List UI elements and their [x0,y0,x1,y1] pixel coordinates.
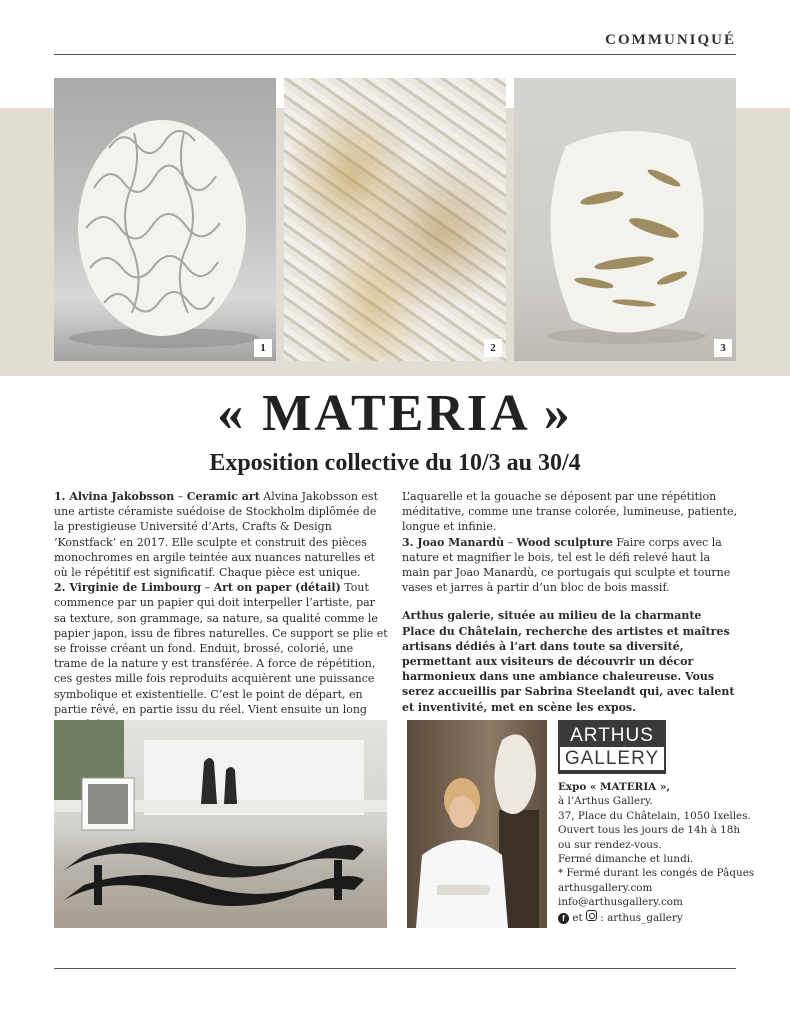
instagram-icon[interactable] [586,910,597,921]
page-subtitle: Exposition collective du 10/3 au 30/4 [209,450,581,476]
section-rubric: COMMUNIQUÉ [605,32,736,48]
photo-gallery-installation [54,720,387,928]
article-column-left [54,489,389,732]
photo-portrait [407,720,547,928]
logo-line-1: ARTHUS [570,724,654,746]
artist-name: 1. Alvina Jakobsson [54,490,175,503]
logo-line-2: GALLERY [560,747,664,770]
address: 37, Place du Châtelain, 1050 Ixelles. [558,809,751,822]
artist-discipline: Ceramic art [186,490,260,503]
social-handles [558,910,748,925]
dash: – [504,535,517,549]
artist-description: Tout commence par un papier qui doit interpeller l’artiste, par sa texture, son grammage, sa nature, sa qualité comme le papier japon, issu de fibres naturelles. Ce support se plie et se froisse créant un fond. Enduit, brossé, colorié, une trame de la nature y est transférée. A force de répétition, ces gestes mille fois reproduits acquièrent une puissance symbolique et existentielle. C’est le point de départ, en partie rêvé, en partie issu du réel. Vient ensuite un long [54,581,388,716]
dash: – [201,581,214,595]
social-handle: : arthus_gallery [600,911,683,924]
social-conjunction: et [572,911,583,924]
email-link[interactable]: info@arthusgallery.com [558,896,683,909]
venue: à l’Arthus Gallery. [558,795,653,808]
artist-name: 2. Virginie de Limbourg [54,581,202,595]
artist-name: 3. Joao Manardù [402,535,505,549]
page-title: « MATERIA » [217,385,573,442]
paragraph-artist-1 [54,489,389,580]
paragraph-artist-2 [54,580,389,732]
easter-closure: * Fermé durant les congés de Pâques [558,867,755,880]
ceramic-sculpture-illustration [54,78,276,361]
appointment: ou sur rendez-vous. [558,838,662,851]
photo-number: 3 [714,339,732,357]
opening-hours: Ouvert tous les jours de 14h à 18h [558,824,741,837]
portrait-illustration [407,720,547,928]
exhibition-info [558,780,755,925]
artist-discipline: Art on paper (détail) [213,581,341,595]
photo-ceramic-art [54,78,276,361]
artist-discipline: Wood sculpture [516,535,613,549]
paragraph-gallery: Arthus galerie, située au milieu de la charmante Place du Châtelain, recherche des artistes et maîtres artisans dédiés à l’art dans toute sa diversité, permettant aux visiteurs de découvrir un décor harmonieux dans une ambiance chaleureuse. Vous serez accueillis par Sabrina Steelandt qui, avec talent et inventivité, met en scène les expos. [402,609,735,714]
bottom-rule [54,968,736,969]
photo-number: 1 [254,339,272,357]
installation-illustration [54,720,387,928]
website-link[interactable]: arthusgallery.com [558,881,653,894]
paragraph-artist-3 [402,535,738,596]
photo-art-on-paper [284,78,506,361]
photo-wood-sculpture [514,78,736,361]
article-column-right [402,489,738,715]
wood-vase-illustration [514,78,736,361]
expo-title: Expo « MATERIA », [558,781,670,793]
facebook-icon[interactable]: f [558,913,569,924]
closing-days: Fermé dimanche et lundi. [558,853,694,866]
artist-description: Alvina Jakobsson est une artiste céramiste suédoise de Stockholm diplômée de la prestigieuse Université d’Arts, Crafts & Design ‘Konstfack’ en 2017. Elle sculpte et construit des pièces monochromes en argile teintée aux nuances naturelles et où le répétitif est significatif. Chaque pièce est unique. [54,490,378,580]
arthus-gallery-logo [558,720,666,774]
dash: – [174,490,187,503]
photo-number: 2 [484,339,502,357]
paragraph-artist-2-continued: L’aquarelle et la gouache se déposent par une répétition méditative, comme une transe colorée, lumineuse, patiente, longue et infinie. [402,490,738,534]
top-rule [54,54,736,55]
artist-description: Faire corps avec la nature et magnifier le bois, tel est le défi relevé haut la main par Joao Manardù, ce portugais qui sculpte et tourne vases et jarres à partir d’un bloc de bois massif. [402,535,731,595]
